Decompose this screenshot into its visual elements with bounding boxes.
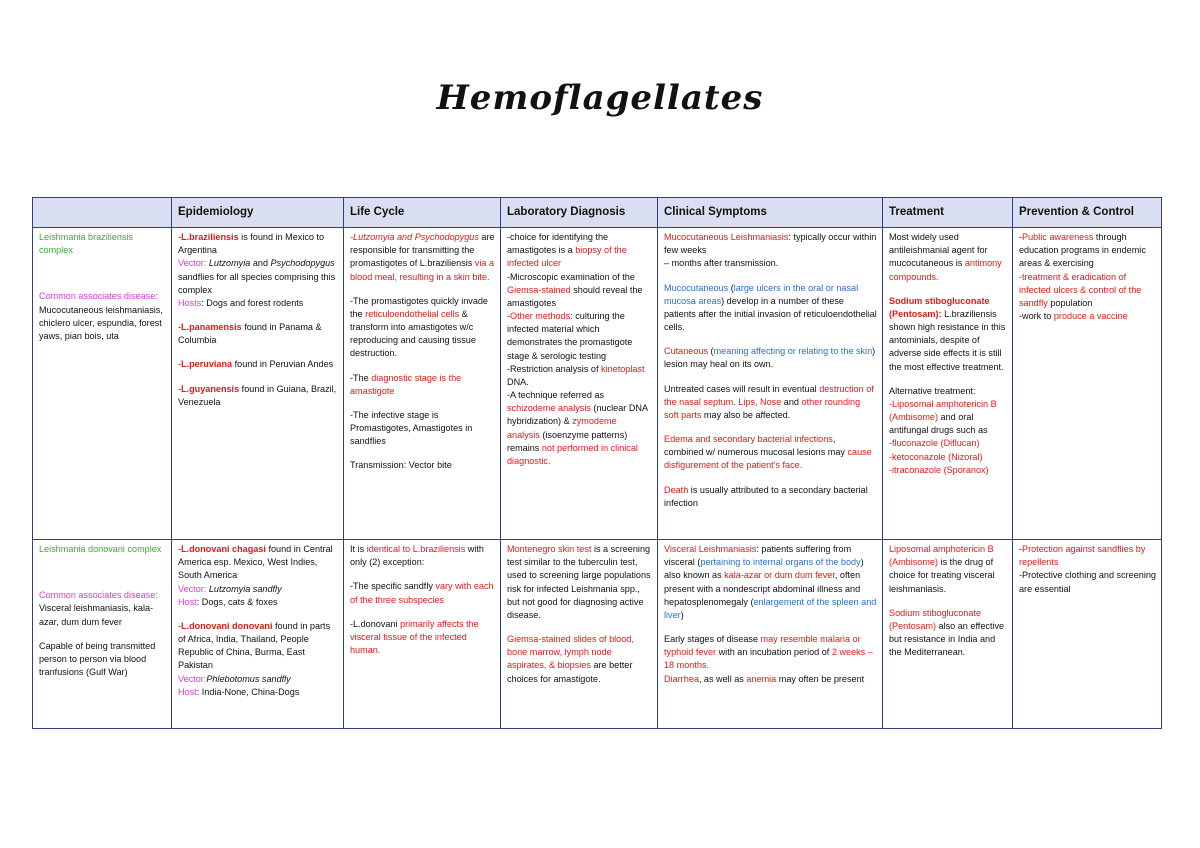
clin-entry: Mucocutaneous (large ulcers in the oral or nasal mucosa areas) develop in a number of these patients after the initial invasion of reticuloendothelial cells.	[664, 282, 877, 333]
epi-host: Host: India-None, China-Dogs	[178, 686, 300, 697]
lab-entry: -Other methods: culturing the infected material which demonstrates the promastigote stage & serologic testing	[507, 311, 633, 361]
table-row	[33, 228, 1162, 540]
header-row	[33, 198, 1162, 228]
header-treatment: Treatment	[883, 198, 1013, 228]
treat-entry: Liposomal amphotericin B (Ambisome) is the drug of choice for treating visceral leishmaniasis.	[889, 544, 995, 594]
species-name: Leishmania donovani complex	[39, 544, 162, 554]
cell-prevention	[1013, 228, 1162, 540]
associated-disease: Common associates disease: Mucocutaneous leishmaniasis, chiclero ulcer, espundia, forest yaws, pian bois, uta	[39, 291, 163, 341]
epi-vector: Vector:Phlebotomus sandfly	[178, 673, 291, 684]
cell-treatment	[883, 228, 1013, 540]
life-entry: -The diagnostic stage is the amastigote	[350, 372, 462, 396]
cell-life-cycle	[344, 540, 501, 729]
hemoflagellates-table	[32, 197, 1162, 729]
epi-entry: -L.peruviana found in Peruvian Andes	[178, 359, 334, 370]
page-title: Hemoflagellates	[436, 78, 764, 118]
clin-entry: Diarrhea, as well as anemia may often be present	[664, 673, 865, 684]
header-epidemiology: Epidemiology	[172, 198, 344, 228]
life-entry: -L.donovani primarily affects the visceral tissue of the infected human.	[350, 618, 479, 656]
cell-epidemiology	[172, 228, 344, 540]
header-clinical-symptoms: Clinical Symptoms	[658, 198, 883, 228]
epi-vector: Vector: Lutzomyia sandfly	[178, 583, 282, 594]
cell-lab-diagnosis	[501, 228, 658, 540]
cell-species	[33, 540, 172, 729]
treat-entry: Alternative treatment: -Liposomal amphotericin B (Ambisome) and oral antifungal drugs such as -fluconazole (Diflucan) -ketoconazole (Nizoral) -itraconazole (Sporanox)	[889, 385, 997, 475]
treat-entry: Most widely used antileishmanial agent for mucocutaneous is antimony compounds.	[889, 232, 1002, 282]
epi-entry: -L.panamensis found in Panama & Columbia	[178, 322, 322, 346]
header-prevention: Prevention & Control	[1013, 198, 1162, 228]
epi-host: Host: Dogs, cats & foxes	[178, 596, 278, 607]
life-entry: -Lutzomyia and Psychodopygus are responsible for transmitting the promastigotes of L.braziliensis via a blood meal, resulting in a skin bite.	[350, 232, 495, 282]
life-entry: Transmission: Vector bite	[350, 460, 452, 471]
epi-host: Hosts: Dogs and forest rodents	[178, 297, 304, 308]
lab-entry: -Restriction analysis of kinetoplast DNA.	[507, 363, 645, 387]
lab-entry: Montenegro skin test is a screening test similar to the tuberculin test, used to screening large populations risk for infected Leishmania spp., but not good for diagnosing active disease.	[507, 544, 651, 620]
clin-entry: Edema and secondary bacterial infections, combined w/ numerous mucosal lesions may cause disfigurement of the patient's face.	[664, 434, 872, 471]
clin-entry: Untreated cases will result in eventual destruction of the nasal septum. Lips, Nose and other rounding soft parts may also be affected.	[664, 383, 874, 420]
life-entry: -The infective stage is Promastigotes, Amastigotes in sandflies	[350, 409, 473, 447]
cell-lab-diagnosis	[501, 540, 658, 729]
cell-treatment	[883, 540, 1013, 729]
cell-species	[33, 228, 172, 540]
lab-entry: -choice for identifying the amastigotes is a biopsy of the infected ulcer	[507, 232, 627, 269]
header-lab-diagnosis: Laboratory Diagnosis	[501, 198, 658, 228]
clin-entry: Early stages of disease may resemble malaria or typhoid fever with an incubation period of 2 weeks – 18 months.	[664, 634, 873, 671]
clin-entry: Visceral Leishmaniasis: patients suffering from visceral (pertaining to internal organs of the body) also known as kala-azar or dum dum fever, often present with a nondescript abdominal illness and hepatosplenomegaly (enlargement of the spleen and liver)	[664, 544, 877, 620]
epi-vector: Vector: Lutzomyia and Psychodopygus sandflies for all species comprising this complex	[178, 258, 336, 295]
life-entry: -The specific sandfly vary with each of the three subspecies	[350, 581, 494, 605]
life-entry: -The promastigotes quickly invade the reticuloendothelial cells & transform into amastigotes w/c reproducing and causing tissue destruction.	[350, 295, 488, 359]
table-row	[33, 540, 1162, 729]
cell-epidemiology	[172, 540, 344, 729]
header-blank	[33, 198, 172, 228]
transmission-note: Capable of being transmitted person to person via blood tranfusions (Gulf War)	[39, 640, 156, 678]
epi-entry: -L.guyanensis found in Guiana, Brazil, Venezuela	[178, 383, 337, 407]
species-name: Leishmania braziliensis complex	[39, 232, 134, 256]
prev-entry: -Protection against sandflies by repellents	[1019, 544, 1146, 568]
cell-prevention	[1013, 540, 1162, 729]
epi-entry: -L.braziliensis is found in Mexico to Argentina	[178, 232, 325, 256]
treat-entry: Sodium stibogluconate (Pentosam) also an effective but resistance in India and the Mediterranean.	[889, 607, 1005, 658]
prev-entry: -Protective clothing and screening are essential	[1019, 570, 1156, 594]
cell-life-cycle	[344, 228, 501, 540]
cell-clinical-symptoms	[658, 540, 883, 729]
clin-entry: Death is usually attributed to a secondary bacterial infection	[664, 484, 868, 508]
prev-entry: -Public awareness through education programs in endemic areas & exercising	[1019, 232, 1146, 269]
lab-entry: -Microscopic examination of the Giemsa-stained should reveal the amastigotes	[507, 271, 643, 308]
clin-entry: Cutaneous (meaning affecting or relating to the skin) lesion may heal on its own.	[664, 346, 876, 370]
lab-entry: -A technique referred as schizodeme analysis (nuclear DNA hybridization) & zymodeme analysis (isoenzyme patterns) remains not performed in clinical diagnostic.	[507, 390, 648, 466]
lab-entry: Giemsa-stained slides of blood, bone marrow, lymph node aspirates, & biopsies are better choices for amastigote.	[507, 634, 634, 684]
header-life-cycle: Life Cycle	[344, 198, 501, 228]
treat-entry: Sodium stibogluconate (Pentosam): L.braziliensis shown high resistance in this antominials, despite of adverse side effects it is still the most effective treatment.	[889, 295, 1006, 372]
cell-clinical-symptoms	[658, 228, 883, 540]
epi-entry: -L.donovani chagasi found in Central America esp. Mexico, West Indies, South America	[178, 544, 333, 581]
associated-disease: Common associates disease: Visceral leishmaniasis, kala-azar, dum dum fever	[39, 590, 158, 627]
life-entry: It is identical to L.braziliensis with only (2) exception:	[350, 544, 484, 568]
prev-entry: -treatment & eradication of infected ulcers & control of the sandfly population	[1019, 271, 1142, 308]
clin-entry: Mucocutaneous Leishmaniasis: typically occur within few weeks – months after transmission.	[664, 232, 877, 269]
prev-entry: -work to produce a vaccine	[1019, 311, 1128, 322]
epi-entry: -L.donovani donovani found in parts of Africa, India, Thailand, People Republic of China, Burma, East Pakistan	[178, 620, 331, 671]
